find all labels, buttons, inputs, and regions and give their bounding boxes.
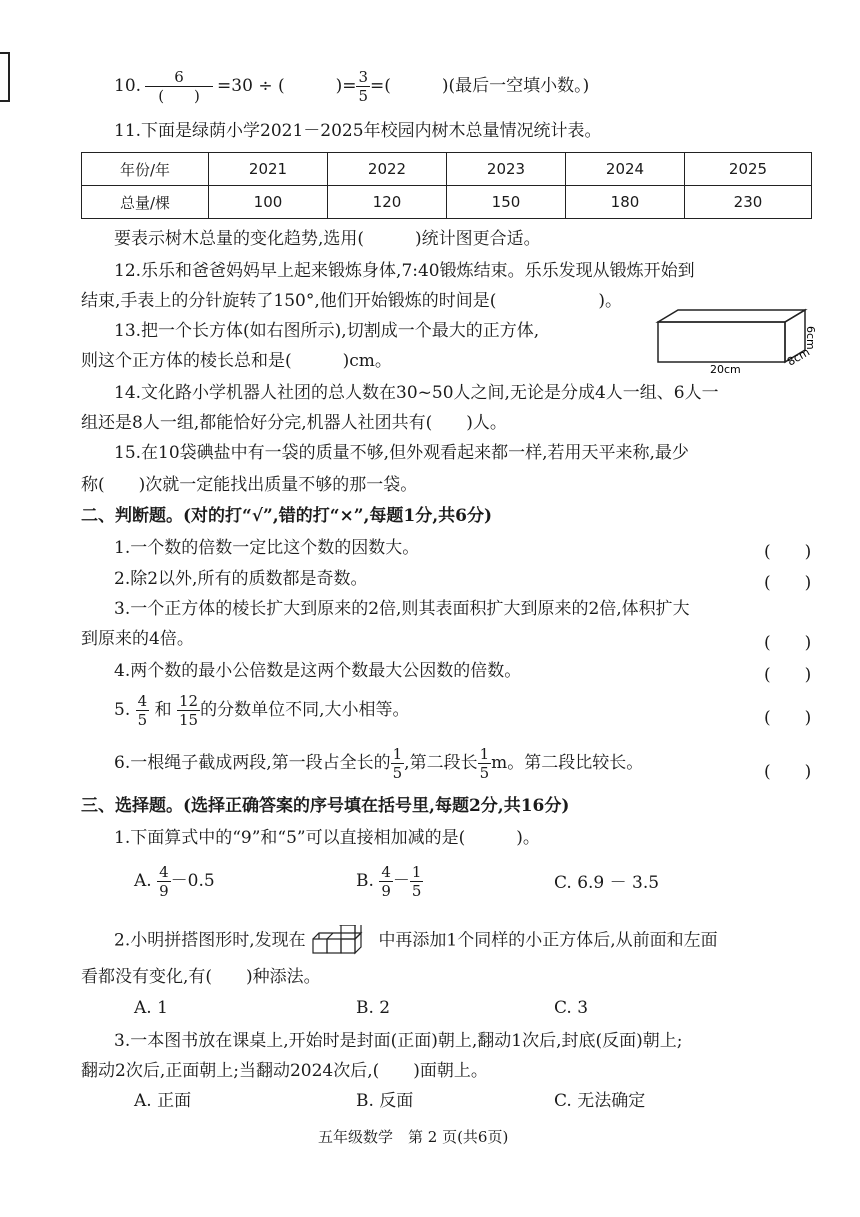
year-cell: 2025: [685, 153, 812, 186]
page-footer: 五年级数学 第 2 页(共6页): [318, 1128, 509, 1146]
answer-paren[interactable]: ( ): [764, 762, 812, 782]
q1-b-minus: －: [392, 871, 410, 891]
q10-fraction-2: [356, 68, 370, 105]
section-3-heading: 三、选择题。(选择正确答案的序号填在括号里,每题2分,共16分): [81, 796, 570, 816]
choice-q3-line1: 3.一本图书放在课桌上,开始时是封面(正面)朝上,翻动1次后,封底(反面)朝上;: [114, 1031, 683, 1051]
q2-line1b: 中再添加1个同样的小正方体后,从前面和左面: [378, 930, 718, 951]
judge-item-2: 2.除2以外,所有的质数都是奇数。: [114, 569, 368, 589]
q1-a-den: 9: [159, 882, 169, 900]
q1-b-frac-1: [379, 863, 393, 900]
q15-line2: 称( )次就一定能找出质量不够的那一袋。: [81, 475, 418, 495]
i5-f2-num: 12: [179, 692, 199, 710]
i5-frac-2: [177, 692, 200, 729]
q1-b-num2: 1: [411, 863, 422, 881]
q1-a-suffix: －0.5: [170, 871, 215, 891]
answer-paren[interactable]: ( ): [764, 633, 812, 653]
option-a-label: A.: [134, 871, 152, 891]
cuboid-figure: [650, 306, 820, 376]
i5-frac-1: [136, 692, 150, 729]
question-11: 11.下面是绿荫小学2021－2025年校园内树木总量情况统计表。: [114, 121, 602, 141]
q12-line1: 12.乐乐和爸爸妈妈早上起来锻炼身体,7:40锻炼结束。乐乐发现从锻炼开始到: [114, 261, 695, 281]
total-cell: 150: [447, 186, 566, 219]
i5-f1-den: 5: [137, 711, 148, 729]
choice-q1: 1.下面算式中的“9”和“5”可以直接相加减的是( )。: [114, 828, 540, 848]
choice-q3-option-a[interactable]: A. 正面: [134, 1091, 192, 1111]
choice-q2-line1: [114, 925, 718, 957]
q1-b-den2: 5: [411, 882, 422, 900]
q10-frac-num: 6: [174, 68, 184, 86]
choice-q1-option-a[interactable]: [134, 863, 215, 900]
judge-item-6: [114, 745, 643, 782]
i5-and: 和: [154, 700, 172, 720]
q15-line1: 15.在10袋碘盐中有一袋的质量不够,但外观看起来都一样,若用天平来称,最少: [114, 443, 689, 463]
q13-line2: 则这个正方体的棱长总和是( )cm。: [81, 351, 392, 371]
i6-f2-den: 5: [479, 764, 490, 782]
year-cell: 2023: [447, 153, 566, 186]
i6-mid: ,第二段长: [404, 753, 478, 773]
total-cell: 120: [328, 186, 447, 219]
i5-f2-den: 15: [179, 711, 199, 729]
answer-paren[interactable]: ( ): [764, 665, 812, 685]
choice-q3-line2: 翻动2次后,正面朝上;当翻动2024次后,( )面朝上。: [81, 1061, 488, 1081]
q14-line2: 组还是8人一组,都能恰好分完,机器人社团共有( )人。: [81, 413, 507, 433]
choice-q2-option-b[interactable]: B. 2: [356, 998, 391, 1018]
judge-item-3-line2: 到原来的4倍。: [81, 629, 194, 649]
choice-q3-option-b[interactable]: B. 反面: [356, 1091, 414, 1111]
q14-line1: 14.文化路小学机器人社团的总人数在30~50人之间,无论是分成4人一组、6人一: [114, 383, 719, 403]
q10-eq2: =( )(最后一空填小数。): [370, 76, 590, 96]
q11-question: 要表示树木总量的变化趋势,选用( )统计图更合适。: [114, 229, 541, 249]
year-cell: 2024: [566, 153, 685, 186]
i5-suffix: 的分数单位不同,大小相等。: [200, 700, 410, 720]
question-10: [114, 68, 589, 105]
choice-q1-option-b[interactable]: [356, 863, 423, 900]
total-cell: 230: [685, 186, 812, 219]
q10-frac-den: ( ): [145, 86, 213, 105]
q10-frac2-num: 3: [358, 68, 369, 86]
margin-bracket: [0, 52, 10, 102]
choice-q2-line2: 看都没有变化,有( )种添法。: [81, 967, 321, 987]
answer-paren[interactable]: ( ): [764, 542, 812, 562]
judge-item-1: 1.一个数的倍数一定比这个数的因数大。: [114, 538, 420, 558]
i6-prefix: 6.一根绳子截成两段,第一段占全长的: [114, 753, 391, 773]
choice-q3-option-c[interactable]: C. 无法确定: [554, 1091, 646, 1111]
i6-frac-2: [478, 745, 492, 782]
answer-paren[interactable]: ( ): [764, 708, 812, 728]
i6-f1-num: 1: [392, 745, 403, 763]
judge-item-4: 4.两个数的最小公倍数是这两个数最大公因数的倍数。: [114, 661, 522, 681]
q1-b-num1: 4: [381, 863, 391, 881]
i6-f1-den: 5: [392, 764, 403, 782]
answer-paren[interactable]: ( ): [764, 573, 812, 593]
row-header-total: 总量/棵: [82, 186, 209, 219]
choice-q1-option-c[interactable]: C. 6.9 － 3.5: [554, 873, 660, 893]
i6-suffix: m。第二段比较长。: [491, 753, 644, 773]
option-b-label: B.: [356, 871, 374, 891]
i5-number: 5.: [114, 700, 131, 720]
cube-stack-figure: [311, 925, 373, 957]
year-cell: 2021: [209, 153, 328, 186]
q10-eq1: =30 ÷ ( )=: [217, 76, 357, 96]
total-cell: 100: [209, 186, 328, 219]
cuboid-height-label: 6cm: [804, 326, 817, 350]
q10-fraction: [145, 68, 213, 105]
choice-q2-option-a[interactable]: A. 1: [134, 998, 168, 1018]
table-row: [82, 153, 812, 186]
i5-f1-num: 4: [137, 692, 148, 710]
q1-a-num: 4: [159, 863, 169, 881]
q12-line2: 结束,手表上的分针旋转了150°,他们开始锻炼的时间是( )。: [81, 291, 623, 311]
year-cell: 2022: [328, 153, 447, 186]
q2-line1a: 2.小明拼搭图形时,发现在: [114, 930, 306, 951]
total-cell: 180: [566, 186, 685, 219]
q1-b-den1: 9: [381, 882, 391, 900]
q10-frac2-den: 5: [358, 87, 369, 105]
judge-item-5: [114, 692, 410, 729]
judge-item-3-line1: 3.一个正方体的棱长扩大到原来的2倍,则其表面积扩大到原来的2倍,体积扩大: [114, 599, 690, 619]
row-header-year: 年份/年: [82, 153, 209, 186]
choice-q2-option-c[interactable]: C. 3: [554, 998, 589, 1018]
cuboid-width-label: 8cm: [785, 345, 813, 369]
i6-frac-1: [391, 745, 405, 782]
tree-stats-table: [81, 152, 812, 219]
table-row: [82, 186, 812, 219]
cuboid-length-label: 20cm: [710, 363, 741, 376]
i6-f2-num: 1: [479, 745, 490, 763]
q10-number: 10.: [114, 76, 142, 96]
section-2-heading: 二、判断题。(对的打“√”,错的打“×”,每题1分,共6分): [81, 506, 493, 526]
q1-a-frac: [157, 863, 171, 900]
q13-line1: 13.把一个长方体(如右图所示),切割成一个最大的正方体,: [114, 321, 540, 341]
q1-b-frac-2: [410, 863, 424, 900]
